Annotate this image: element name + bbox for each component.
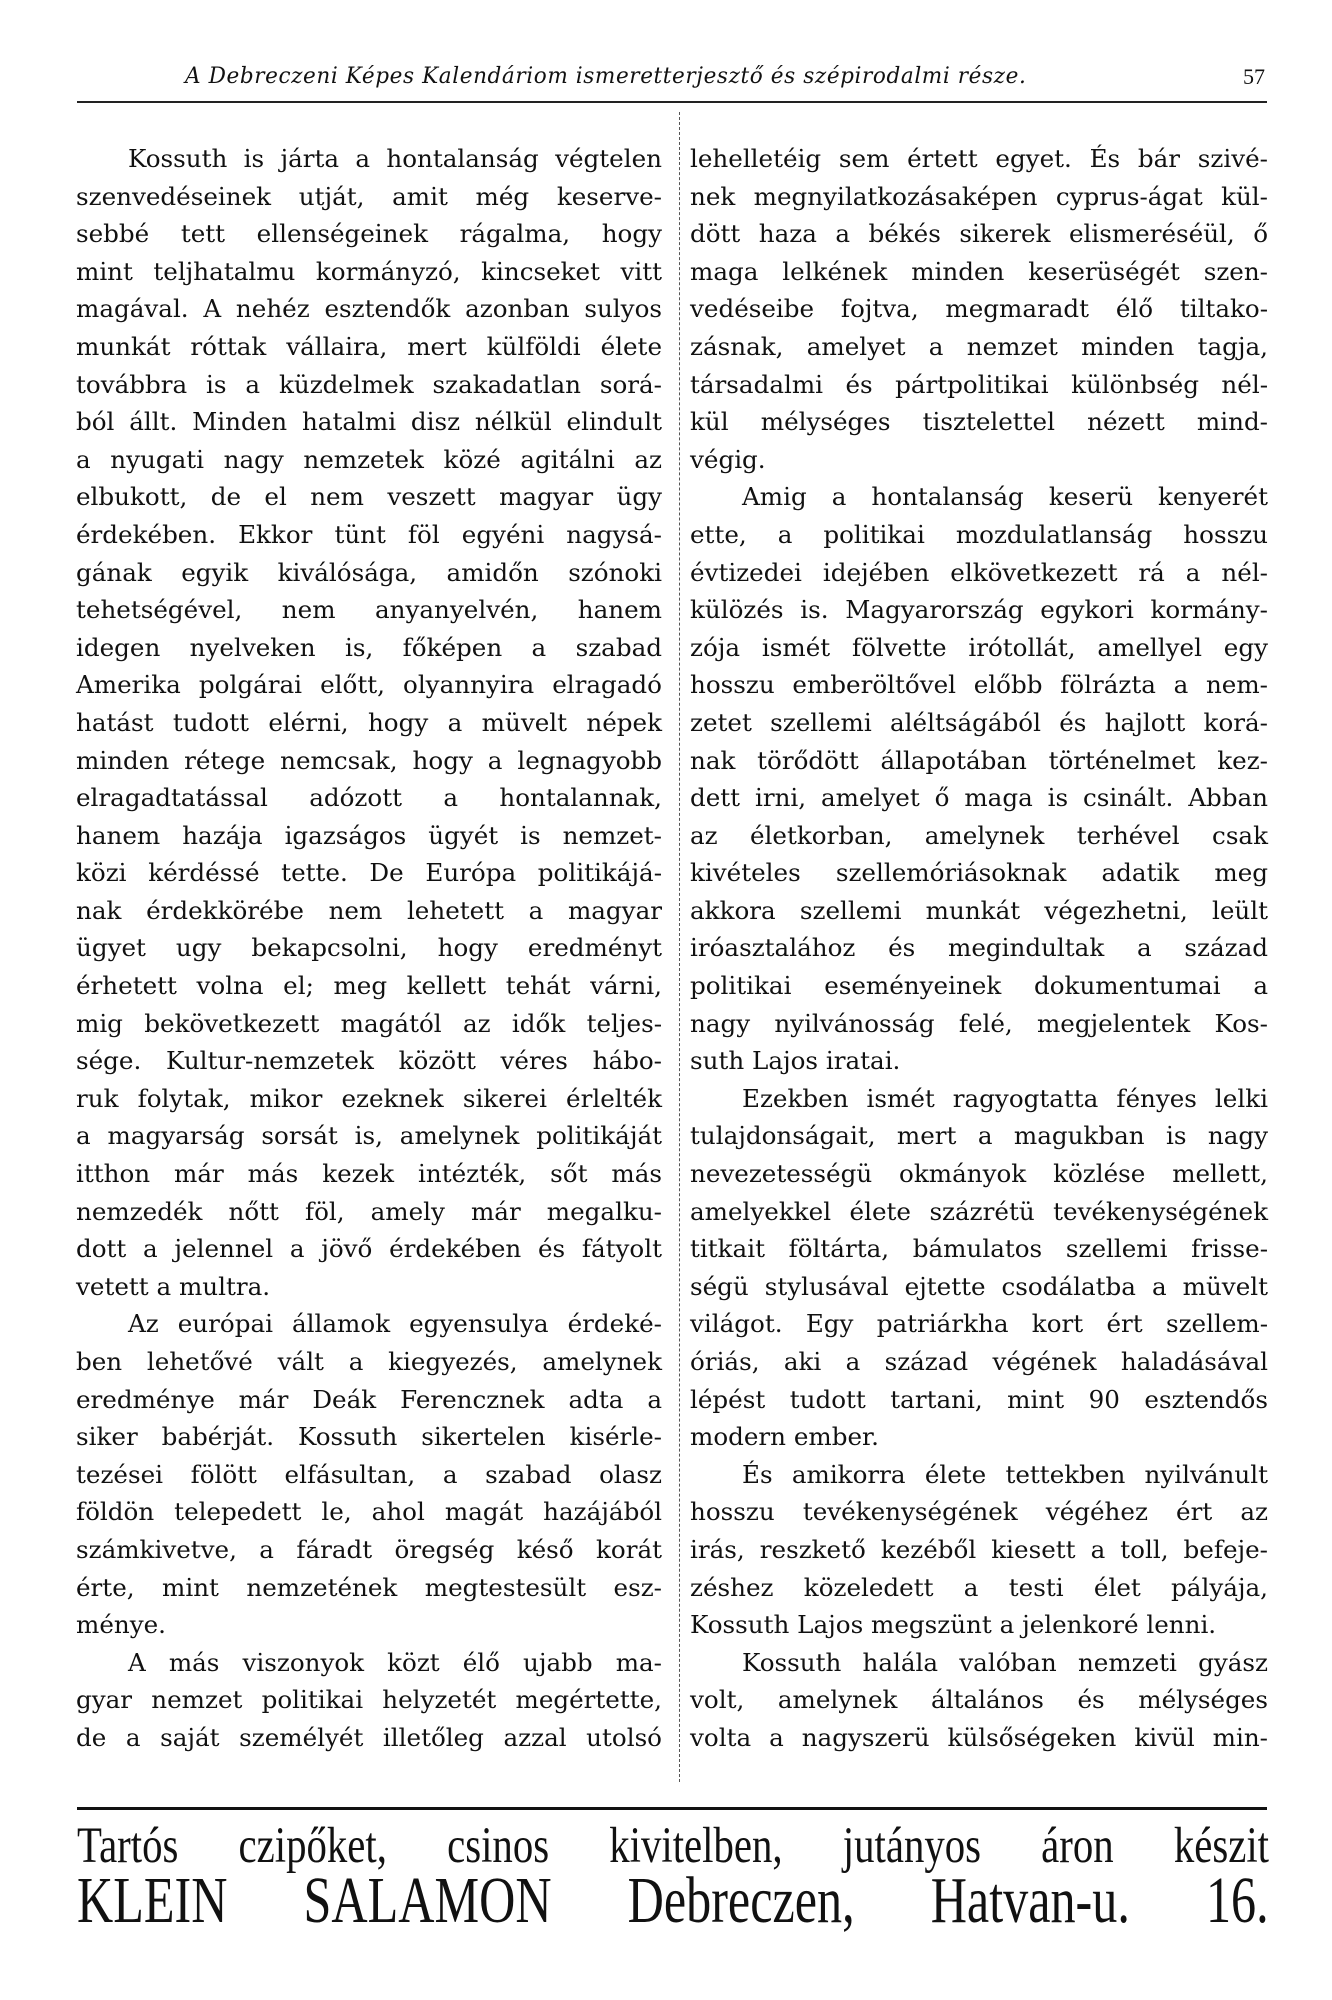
text-line: földön telepedett le, ahol magát hazájából [76, 1497, 662, 1527]
text-line: közi kérdéssé tette. De Európa politikájá- [76, 858, 662, 888]
text-line: továbbra is a küzdelmek szakadatlan sorá- [76, 369, 662, 399]
text-line: az életkorban, amelynek terhével csak [690, 820, 1268, 850]
text-line: ménye. [76, 1610, 166, 1640]
text-line: hatást tudott elérni, hogy a müvelt népek [76, 707, 662, 737]
column-separator [679, 112, 680, 1782]
text-line: világot. Egy patriárkha kort ért szellem- [690, 1309, 1268, 1339]
text-line: Az európai államok egyensulya érdeké- [128, 1309, 662, 1339]
text-line: ségü stylusával ejtette csodálatba a müvelt [690, 1271, 1268, 1301]
text-line: eredménye már Deák Ferencznek adta a [76, 1384, 662, 1414]
text-line: Kossuth halála valóban nemzeti gyász [742, 1647, 1268, 1677]
text-line: A más viszonyok közt élő ujabb ma- [128, 1647, 662, 1677]
header-rule [77, 101, 1267, 103]
text-line: érhetett volna el; meg kellett tehát várni, [76, 971, 662, 1001]
text-line: a magyarság sorsát is, amelynek politikáját [76, 1121, 662, 1151]
text-line: tezései fölött elfásultan, a szabad olasz [76, 1459, 662, 1489]
text-line: ruk folytak, mikor ezeknek sikerei érlelték [76, 1083, 662, 1113]
text-line: nevezetességü okmányok közlése mellett, [690, 1159, 1268, 1189]
text-line: dott a jelennel a jövő érdekében és fátyolt [76, 1234, 662, 1264]
text-line: hanem hazája igazságos ügyét is nemzet- [76, 820, 662, 850]
text-line: Amerika polgárai előtt, olyannyira elragadó [76, 670, 662, 700]
text-line: ügyet ugy bekapcsolni, hogy eredményt [76, 933, 662, 963]
text-line: lépést tudott tartani, mint 90 esztendős [690, 1384, 1268, 1414]
advertisement-rule [77, 1807, 1267, 1810]
text-line: lehelletéig sem értett egyet. És bár szivé- [690, 144, 1268, 173]
text-line: kivételes szellemóriásoknak adatik meg [690, 858, 1268, 888]
text-line: irás, reszkető kezéből kiesett a toll, befeje- [690, 1534, 1268, 1564]
text-line: hosszu emberöltővel előbb fölrázta a nem- [690, 670, 1268, 700]
text-line: mint teljhatalmu kormányzó, kincseket vitt [76, 256, 662, 286]
text-line: érdekében. Ekkor tünt föl egyéni nagysá- [76, 519, 662, 549]
text-line: évtizedei idejében elkövetkezett rá a nél- [690, 557, 1268, 587]
text-line: akkora szellemi munkát végezhetni, leült [690, 895, 1268, 925]
text-line: de a saját személyét illetőleg azzal utolsó [76, 1722, 662, 1752]
text-line: sége. Kultur-nemzetek között véres hábo- [76, 1046, 662, 1076]
text-line: suth Lajos iratai. [690, 1046, 901, 1076]
text-line: idegen nyelveken is, főképen a szabad [76, 632, 662, 662]
text-line: külözés is. Magyarország egykori kormány- [690, 595, 1268, 625]
text-line: Kossuth Lajos megszünt a jelenkoré lenni. [690, 1610, 1217, 1640]
text-line: ette, a politikai mozdulatlanság hosszu [690, 519, 1268, 549]
text-line: mig bekövetkezett magától az idők teljes- [76, 1008, 662, 1038]
text-line: vetett a multra. [76, 1271, 271, 1301]
text-line: hosszu tevékenységének végéhez ért az [690, 1497, 1268, 1527]
text-line: számkivetve, a fáradt öregség késő korát [76, 1534, 662, 1564]
text-line: És amikorra élete tettekben nyilvánult [742, 1459, 1268, 1489]
text-line: volt, amelynek általános és mélységes [690, 1685, 1268, 1715]
text-line: munkát róttak vállaira, mert külföldi élete [76, 331, 662, 361]
text-line: ben lehetővé vált a kiegyezés, amelynek [76, 1347, 662, 1376]
text-line: nak érdekkörébe nem lehetett a magyar [76, 895, 662, 925]
advertisement-line-1: Tartós czipőket, csinos kivitelben, jutányos áron készit [77, 1818, 1269, 1874]
text-line: végig. [690, 444, 766, 474]
text-line: zetet szellemi aléltságából és hajlott korá- [690, 707, 1268, 737]
text-line: siker babérját. Kossuth sikertelen kisérle- [76, 1422, 662, 1452]
text-line: magával. A nehéz esztendők azonban sulyos [76, 294, 662, 324]
text-line: sebbé tett ellenségeinek rágalma, hogy [76, 219, 662, 249]
text-line: Kossuth is járta a hontalanság végtelen [128, 144, 662, 173]
text-line: tehetségével, nem anyanyelvén, hanem [76, 595, 662, 625]
text-line: dett irni, amelyet ő maga is csinált. Abban [690, 783, 1268, 813]
text-line: modern ember. [690, 1422, 879, 1452]
text-line: titkait föltárta, bámulatos szellemi frisse- [690, 1234, 1268, 1264]
text-line: zéshez közeledett a testi élet pályája, [690, 1572, 1268, 1602]
text-line: szenvedéseinek utját, amit még keserve- [76, 181, 662, 211]
running-header-title: A Debreczeni Képes Kalendáriom ismeretterjesztő és szépirodalmi része. [185, 64, 1027, 89]
advertisement-line-2: KLEIN SALAMON Debreczen, Hatvan-u. 16. [77, 1864, 1269, 1937]
text-line: nemzedék nőtt föl, amely már megalku- [76, 1196, 662, 1226]
text-line: politikai eseményeinek dokumentumai a [690, 971, 1268, 1001]
text-line: elbukott, de el nem veszett magyar ügy [76, 482, 662, 512]
text-line: zója ismét fölvette irótollát, amellyel egy [690, 632, 1268, 662]
text-line: Amig a hontalanság keserü kenyerét [742, 482, 1268, 512]
text-line: itthon már más kezek intézték, sőt más [76, 1159, 662, 1189]
text-line: nek megnyilatkozásaképen cyprus-ágat kül- [690, 181, 1268, 211]
text-line: nagy nyilvánosság felé, megjelentek Kos- [690, 1008, 1268, 1038]
text-line: óriás, aki a század végének haladásával [690, 1347, 1268, 1376]
text-line: gának egyik kiválósága, amidőn szónoki [76, 557, 662, 587]
text-line: társadalmi és pártpolitikai különbség nél- [690, 369, 1268, 399]
text-line: elragadtatással adózott a hontalannak, [76, 783, 662, 813]
left-column [76, 140, 662, 1757]
text-line: maga lelkének minden keserüségét szen- [690, 256, 1268, 286]
text-line: nak törődött állapotában történelmet kez- [690, 745, 1268, 775]
text-line: gyar nemzet politikai helyzetét megértette, [76, 1685, 662, 1715]
text-line: ból állt. Minden hatalmi disz nélkül elindult [76, 407, 662, 437]
text-line: amelyekkel élete százrétü tevékenységének [690, 1196, 1268, 1226]
text-line: érte, mint nemzetének megtestesült esz- [76, 1572, 662, 1602]
running-header [77, 64, 1267, 98]
text-line: iróasztalához és megindultak a század [690, 933, 1268, 963]
text-line: a nyugati nagy nemzetek közé agitálni az [76, 444, 662, 474]
text-line: volta a nagyszerü külsőségeken kivül min- [690, 1722, 1268, 1752]
text-line: dött haza a békés sikerek elismeréséül, ő [690, 219, 1268, 249]
page-number: 57 [1243, 64, 1265, 89]
right-column [690, 140, 1268, 1757]
text-line: Ezekben ismét ragyogtatta fényes lelki [742, 1083, 1268, 1113]
text-line: kül mélységes tisztelettel nézett mind- [690, 407, 1268, 437]
text-line: tulajdonságait, mert a magukban is nagy [690, 1121, 1268, 1151]
text-line: zásnak, amelyet a nemzet minden tagja, [690, 331, 1268, 361]
text-line: vedéseibe fojtva, megmaradt élő tiltako- [690, 294, 1268, 324]
text-line: minden rétege nemcsak, hogy a legnagyobb [76, 745, 662, 775]
